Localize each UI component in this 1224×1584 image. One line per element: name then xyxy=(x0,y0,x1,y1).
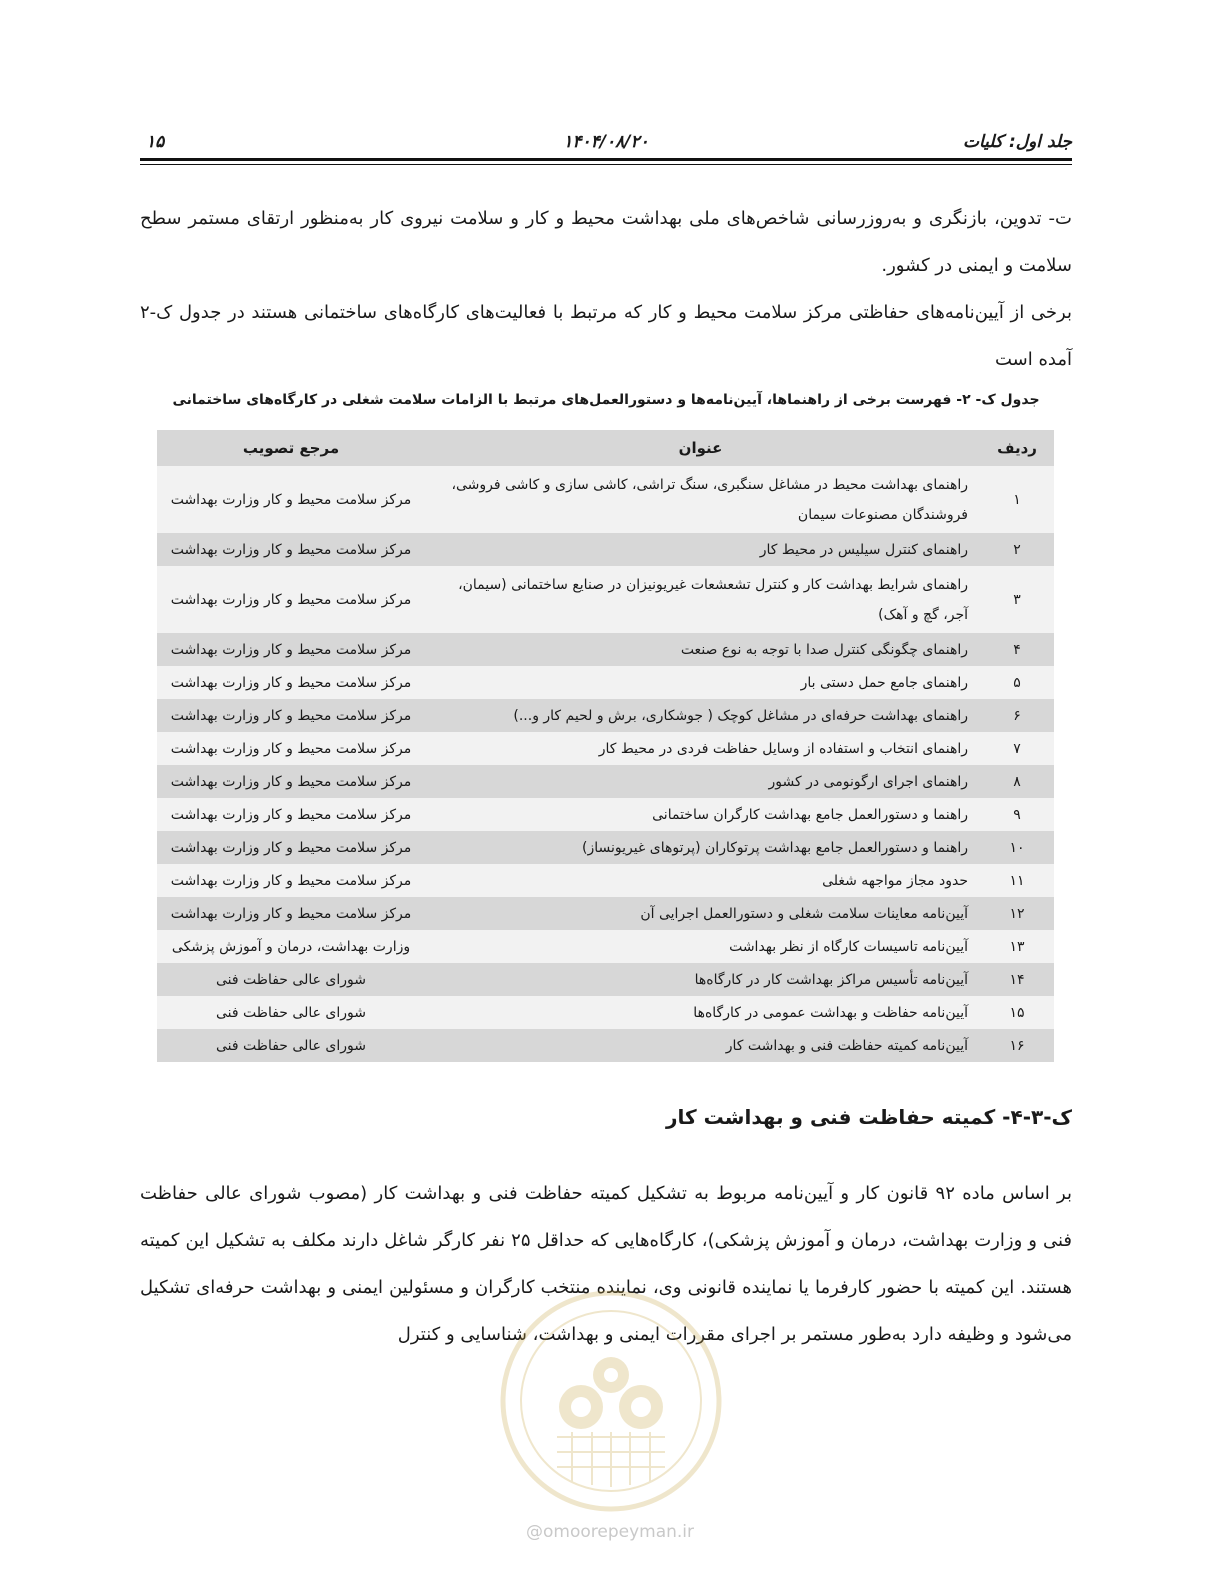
row-reference: شورای عالی حفاظت فنی xyxy=(157,1029,425,1062)
row-reference: مرکز سلامت محیط و کار وزارت بهداشت xyxy=(157,798,425,831)
table-caption: جدول ک- ۲- فهرست برخی از راهنماها، آیین‌نامه‌ها و دستورالعمل‌های مرتبط با الزامات سلامت شغلی در کارگاه‌های ساختمانی xyxy=(172,392,1040,408)
row-reference: مرکز سلامت محیط و کار وزارت بهداشت xyxy=(157,732,425,765)
row-number: ۷ xyxy=(980,732,1054,765)
row-title: آیین‌نامه تاسیسات کارگاه از نظر بهداشت xyxy=(425,930,980,963)
row-number: ۴ xyxy=(980,633,1054,666)
table-row xyxy=(157,996,1054,1029)
table-row xyxy=(157,963,1054,996)
row-title: راهنمای بهداشت محیط در مشاغل سنگبری، سنگ تراشی، کاشی سازی و کاشی فروشی، فروشندگان مصنوعات سیمان xyxy=(425,466,980,533)
row-title: راهنمای کنترل سیلیس در محیط کار xyxy=(425,533,980,566)
row-title: راهنمای شرایط بهداشت کار و کنترل تشعشعات غیریونیزان در صنایع ساختمانی (سیمان، آجر، گچ و آهک) xyxy=(425,566,980,633)
row-title: راهنمای انتخاب و استفاده از وسایل حفاظت فردی در محیط کار xyxy=(425,732,980,765)
table-row xyxy=(157,566,1054,633)
row-number: ۱۶ xyxy=(980,1029,1054,1062)
row-title: آیین‌نامه معاینات سلامت شغلی و دستورالعمل اجرایی آن xyxy=(425,897,980,930)
row-reference: مرکز سلامت محیط و کار وزارت بهداشت xyxy=(157,466,425,533)
row-number: ۵ xyxy=(980,666,1054,699)
row-reference: مرکز سلامت محیط و کار وزارت بهداشت xyxy=(157,633,425,666)
row-number: ۸ xyxy=(980,765,1054,798)
paragraph-objective: ت- تدوین، بازنگری و به‌روزرسانی شاخص‌های ملی بهداشت محیط و کار و سلامت نیروی کار به‌منظور ارتقای مستمر سطح سلامت و ایمنی در کشور. xyxy=(140,208,1072,276)
section-heading: ک-۳-۴- کمیته حفاظت فنی و بهداشت کار xyxy=(666,1105,1072,1129)
watermark-url-text: omoorepeyman.ir xyxy=(542,1522,695,1542)
row-number: ۳ xyxy=(980,566,1054,633)
row-title: حدود مجاز مواجهه شغلی xyxy=(425,864,980,897)
table-row xyxy=(157,765,1054,798)
row-title: راهنمای بهداشت حرفه‌ای در مشاغل کوچک ( جوشکاری، برش و لحیم کار و...) xyxy=(425,699,980,732)
row-number: ۱۲ xyxy=(980,897,1054,930)
guidelines-table xyxy=(157,430,1054,1062)
header-rule-thick xyxy=(140,158,1072,161)
header-row-number: ردیف xyxy=(980,430,1054,466)
table-row xyxy=(157,930,1054,963)
running-title: جلد اول: کلیات xyxy=(962,132,1072,152)
table-row xyxy=(157,633,1054,666)
table-row xyxy=(157,732,1054,765)
row-reference: مرکز سلامت محیط و کار وزارت بهداشت xyxy=(157,765,425,798)
row-reference: مرکز سلامت محیط و کار وزارت بهداشت xyxy=(157,864,425,897)
row-title: آیین‌نامه کمیته حفاظت فنی و بهداشت کار xyxy=(425,1029,980,1062)
row-title: آیین‌نامه حفاظت و بهداشت عمومی در کارگاه‌ها xyxy=(425,996,980,1029)
row-reference: مرکز سلامت محیط و کار وزارت بهداشت xyxy=(157,897,425,930)
row-reference: شورای عالی حفاظت فنی xyxy=(157,963,425,996)
row-title: راهنمای چگونگی کنترل صدا با توجه به نوع صنعت xyxy=(425,633,980,666)
row-number: ۱۴ xyxy=(980,963,1054,996)
row-number: ۱۱ xyxy=(980,864,1054,897)
row-number: ۱۳ xyxy=(980,930,1054,963)
row-reference: وزارت بهداشت، درمان و آموزش پزشکی xyxy=(157,930,425,963)
paragraph-committee: بر اساس ماده ۹۲ قانون کار و آیین‌نامه مربوط به تشکیل کمیته حفاظت فنی و بهداشت کار (مصوب شورای عالی حفاظت فنی و وزارت بهداشت، درمان و آموزش پزشکی)، کارگاه‌هایی که حداقل ۲۵ نفر کارگر شاغل دارند مکلف به تشکیل این کمیته هستند. این کمیته با حضور کارفرما یا نماینده قانونی وی، نماینده منتخب کارگران و مسئولین ایمنی و بهداشت حرفه‌ای تشکیل می‌شود و وظیفه دارد به‌طور مستمر بر اجرای مقررات ایمنی و بهداشت، شناسایی و کنترل xyxy=(140,1183,1073,1345)
row-number: ۹ xyxy=(980,798,1054,831)
row-title: آیین‌نامه تأسیس مراکز بهداشت کار در کارگاه‌ها xyxy=(425,963,980,996)
row-number: ۶ xyxy=(980,699,1054,732)
page-header xyxy=(140,128,1072,162)
page-number: ۱۵ xyxy=(146,132,165,152)
row-title: راهنما و دستورالعمل جامع بهداشت کارگران ساختمانی xyxy=(425,798,980,831)
watermark-url xyxy=(490,1522,730,1542)
table-header-row xyxy=(157,430,1054,466)
row-reference: مرکز سلامت محیط و کار وزارت بهداشت xyxy=(157,566,425,633)
row-reference: مرکز سلامت محیط و کار وزارت بهداشت xyxy=(157,533,425,566)
row-number: ۱۵ xyxy=(980,996,1054,1029)
table-row xyxy=(157,699,1054,732)
table-row xyxy=(157,864,1054,897)
table-row xyxy=(157,666,1054,699)
table-row xyxy=(157,798,1054,831)
row-title: راهنمای اجرای ارگونومی در کشور xyxy=(425,765,980,798)
header-reference: مرجع تصویب xyxy=(157,430,425,466)
table-row xyxy=(157,897,1054,930)
row-reference: مرکز سلامت محیط و کار وزارت بهداشت xyxy=(157,666,425,699)
table-row xyxy=(157,466,1054,533)
header-title: عنوان xyxy=(425,430,980,466)
row-number: ۱ xyxy=(980,466,1054,533)
row-title: راهنما و دستورالعمل جامع بهداشت پرتوکاران (پرتوهای غیریونساز) xyxy=(425,831,980,864)
row-reference: مرکز سلامت محیط و کار وزارت بهداشت xyxy=(157,699,425,732)
row-title: راهنمای جامع حمل دستی بار xyxy=(425,666,980,699)
row-reference: شورای عالی حفاظت فنی xyxy=(157,996,425,1029)
row-number: ۲ xyxy=(980,533,1054,566)
gear-seal-logo-icon xyxy=(497,1287,725,1515)
header-rule-thin xyxy=(140,164,1072,165)
header-date: ۱۴۰۴/۰۸/۲۰ xyxy=(563,132,649,152)
row-reference: مرکز سلامت محیط و کار وزارت بهداشت xyxy=(157,831,425,864)
at-icon: @ xyxy=(525,1522,543,1542)
table-row xyxy=(157,1029,1054,1062)
paragraph-intro-table: برخی از آیین‌نامه‌های حفاظتی مرکز سلامت محیط و کار که مرتبط با فعالیت‌های کارگاه‌های ساختمانی هستند در جدول ک-۲ آمده است xyxy=(140,302,1072,370)
table-row xyxy=(157,831,1054,864)
row-number: ۱۰ xyxy=(980,831,1054,864)
table-row xyxy=(157,533,1054,566)
